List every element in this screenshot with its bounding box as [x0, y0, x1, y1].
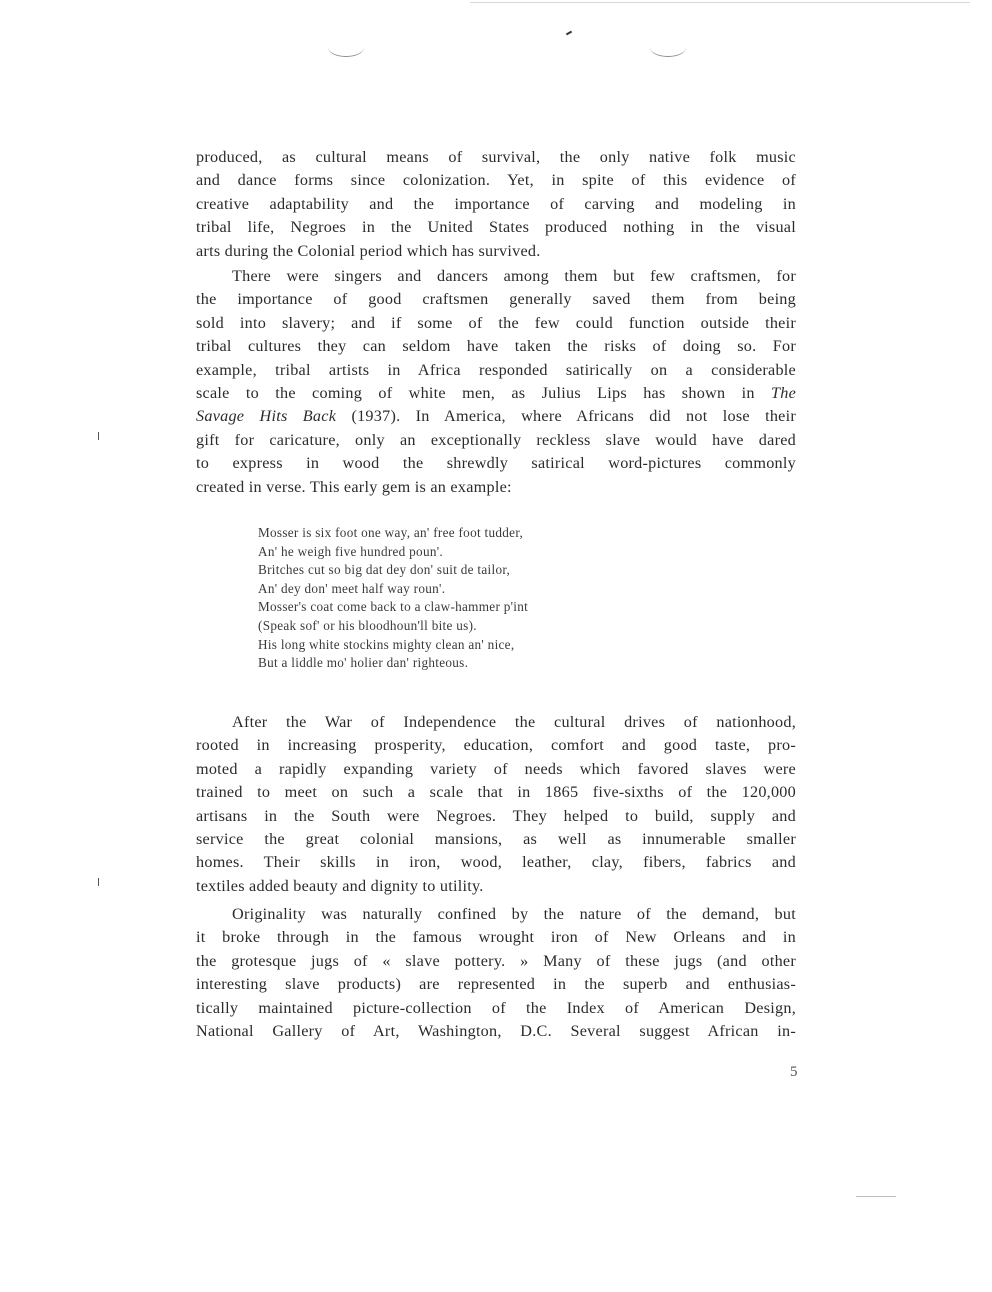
text-line: moted a rapidly expanding variety of needs which favored slaves were: [196, 759, 796, 778]
paragraph-4: [196, 903, 796, 1043]
text-line: the importance of good craftsmen generally saved them from being: [196, 290, 796, 309]
text-line: it broke through in the famous wrought iron of New Orleans and in: [196, 928, 796, 947]
verse-line: An' he weigh five hundred poun'.: [258, 543, 444, 559]
text-line: Originality was naturally confined by the nature of the demand, but: [232, 905, 796, 923]
text-line: tribal cultures they can seldom have taken the risks of doing so. For: [196, 337, 796, 356]
verse-line: An' dey don' meet half way roun'.: [258, 580, 446, 596]
text-line: trained to meet on such a scale that in 1865 five-sixths of the 120,000: [196, 783, 796, 802]
text-line: and dance forms since colonization. Yet, in spite of this evidence of: [196, 171, 796, 190]
text-line: National Gallery of Art, Washington, D.C. Several suggest African in-: [196, 1022, 796, 1041]
paragraph-1: [196, 146, 796, 263]
margin-mark-lower: [98, 878, 99, 886]
binder-hole-mark-left: [328, 38, 364, 57]
text-line: textiles added beauty and dignity to utility.: [196, 876, 484, 895]
text-line: tribal life, Negroes in the United States produced nothing in the visual: [196, 218, 796, 237]
verse-line: (Speak sof' or his bloodhoun'll bite us).: [258, 617, 477, 633]
book-title: The: [770, 384, 797, 403]
text-line-with-title: [196, 382, 796, 405]
scan-edge-line: [470, 2, 970, 3]
text-line: sold into slavery; and if some of the few could function outside their: [196, 313, 796, 332]
verse-line: His long white stockins mighty clean an' nice,: [258, 636, 515, 652]
book-title: Savage Hits Back: [196, 407, 337, 426]
text-line: homes. Their skills in iron, wood, leather, clay, fibers, fabrics and: [196, 853, 796, 872]
text-line: artisans in the South were Negroes. They helped to build, supply and: [196, 806, 796, 825]
text-line: the grotesque jugs of « slave pottery. » Many of these jugs (and other: [196, 951, 796, 970]
page-number: 5: [790, 1064, 798, 1080]
text-line: There were singers and dancers among them but few craftsmen, for: [232, 267, 796, 285]
text-line: gift for caricature, only an exceptionally reckless slave would have dared: [196, 430, 796, 449]
margin-mark-upper: [98, 432, 99, 440]
verse-quote: [258, 524, 678, 673]
verse-line: Britches cut so big dat dey don' suit de tailor,: [258, 562, 511, 578]
text-line: created in verse. This early gem is an example:: [196, 477, 512, 496]
text-line: produced, as cultural means of survival, the only native folk music: [196, 148, 796, 166]
text-line: arts during the Colonial period which has survived.: [196, 241, 541, 260]
text-fragment: scale to the coming of white men, as Julius Lips has shown in: [196, 384, 755, 403]
text-fragment: (1937). In America, where Africans did not lose their: [351, 407, 796, 426]
text-line: tically maintained picture-collection of the Index of American Design,: [196, 998, 796, 1017]
verse-line: Mosser is six foot one way, an' free foot tudder,: [258, 525, 524, 540]
text-line: example, tribal artists in Africa responded satirically on a considerable: [196, 360, 796, 379]
scan-speck: [566, 31, 572, 36]
scan-edge-mark: [856, 1196, 896, 1197]
verse-line: Mosser's coat come back to a claw-hammer p'int: [258, 599, 529, 615]
paragraph-2: [196, 265, 796, 499]
text-line: to express in wood the shrewdly satirical word-pictures commonly: [196, 454, 796, 473]
paragraph-3: [196, 711, 796, 898]
text-line-with-title: [196, 405, 796, 428]
verse-line: But a liddle mo' holier dan' righteous.: [258, 655, 469, 671]
binder-hole-mark-right: [650, 38, 686, 57]
text-line: service the great colonial mansions, as well as innumerable smaller: [196, 830, 796, 849]
text-line: rooted in increasing prosperity, education, comfort and good taste, pro-: [196, 736, 796, 755]
text-line: creative adaptability and the importance of carving and modeling in: [196, 194, 796, 213]
text-line: After the War of Independence the cultural drives of nationhood,: [232, 713, 796, 731]
text-line: interesting slave products) are represented in the superb and enthusias-: [196, 975, 796, 994]
